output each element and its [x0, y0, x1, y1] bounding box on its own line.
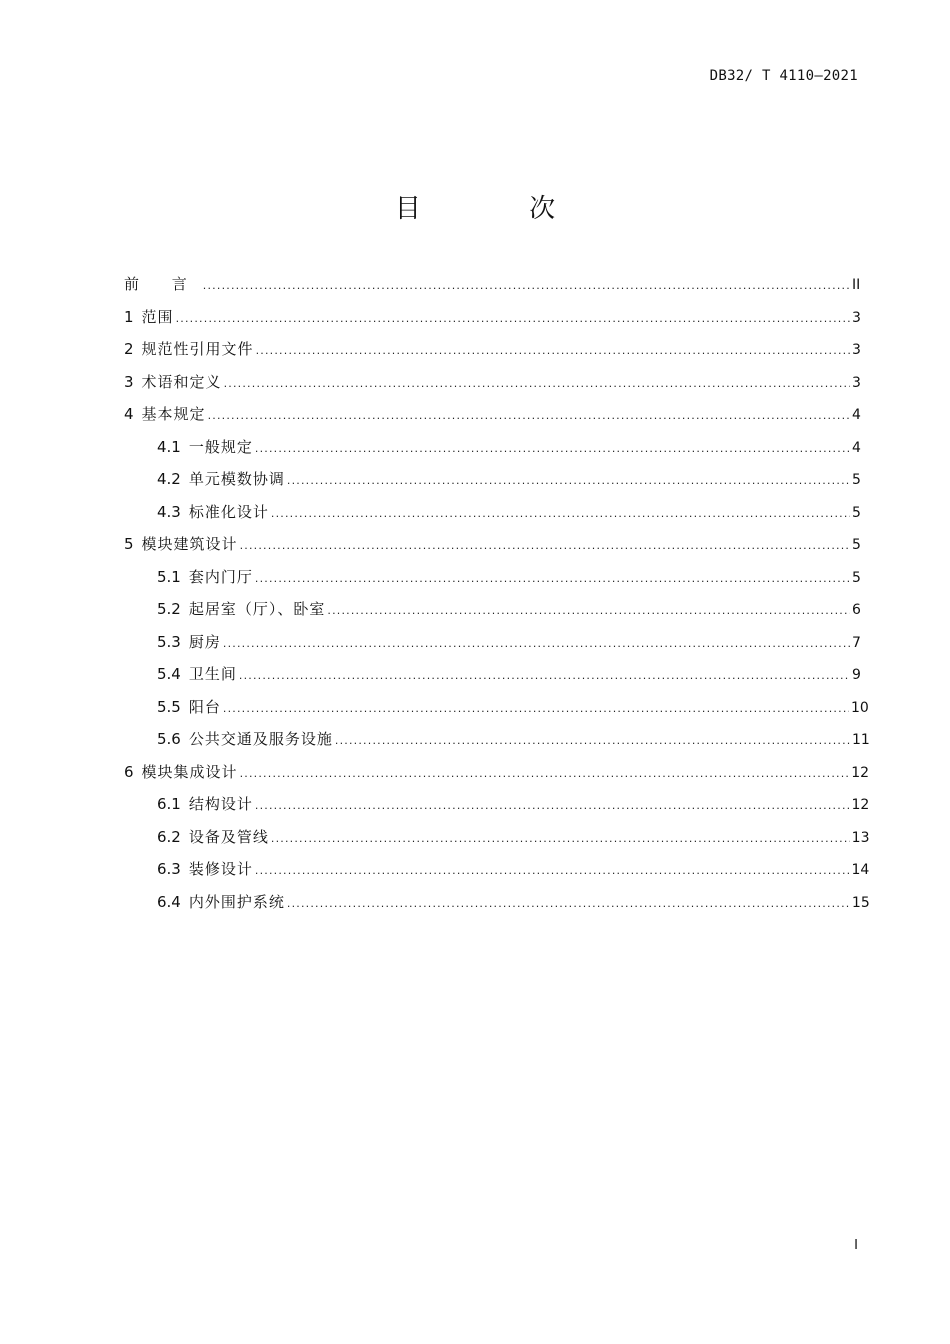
document-code: DB32/ T 4110—2021 [709, 68, 858, 84]
toc-entry[interactable] [124, 366, 860, 399]
toc-entry[interactable] [124, 528, 860, 561]
toc-entry-title: 前 言 [124, 275, 201, 293]
toc-title: 目 次 [394, 194, 606, 224]
toc-entry-number: 5.4 [157, 665, 181, 683]
toc-entry[interactable] [124, 431, 860, 464]
toc-entry-number: 6.4 [157, 892, 181, 911]
toc-entry-page: 15 [851, 894, 870, 911]
toc-entry[interactable] [124, 301, 860, 334]
toc-entry-number: 5 [124, 535, 134, 553]
toc-entry-number: 4 [124, 405, 134, 423]
toc-entry[interactable] [124, 658, 860, 691]
toc-list [124, 268, 870, 918]
toc-entry-page: 11 [852, 732, 870, 748]
dot-leader [203, 270, 850, 303]
dot-leader [255, 855, 850, 888]
toc-entry-title: 卫生间 [188, 665, 237, 683]
toc-entry-title: 公共交通及服务设施 [188, 730, 333, 748]
dot-leader [255, 563, 850, 596]
toc-entry-page: 10 [851, 699, 869, 716]
dot-leader [176, 303, 850, 336]
toc-entry-title: 一般规定 [188, 437, 253, 456]
toc-entry-title: 结构设计 [188, 795, 253, 813]
toc-entry-number: 6.3 [157, 860, 181, 878]
toc-entry-title: 起居室（厅）、卧室 [188, 600, 326, 618]
toc-entry-number: 4.3 [157, 502, 181, 521]
toc-entry[interactable] [124, 463, 860, 496]
toc-entry-number: 5.2 [157, 600, 181, 618]
toc-entry-page: II [852, 277, 861, 293]
toc-entry-number: 6.2 [157, 827, 181, 846]
toc-entry-title: 模块建筑设计 [141, 535, 238, 553]
toc-entry-number: 6.1 [157, 795, 181, 813]
dot-leader [287, 888, 850, 921]
toc-entry-page: 5 [852, 504, 861, 521]
toc-entry-page: 6 [852, 602, 861, 618]
toc-entry[interactable] [124, 788, 870, 821]
toc-entry-title: 规范性引用文件 [141, 340, 254, 358]
toc-entry[interactable] [124, 496, 860, 529]
toc-entry-page: 4 [852, 407, 861, 423]
toc-entry[interactable] [124, 626, 860, 659]
toc-entry[interactable] [124, 333, 860, 366]
toc-entry[interactable] [124, 886, 870, 919]
toc-entry-page: 5 [852, 537, 861, 553]
toc-entry[interactable] [124, 691, 869, 724]
dot-leader [271, 498, 850, 531]
toc-entry-page: 12 [851, 764, 870, 781]
toc-entry-title: 装修设计 [188, 860, 253, 878]
toc-entry-number: 5.6 [157, 730, 181, 748]
dot-leader [239, 660, 850, 693]
dot-leader [240, 530, 850, 563]
toc-entry-title: 范围 [141, 307, 174, 326]
toc-entry-page: 12 [851, 797, 870, 813]
toc-entry-title: 阳台 [188, 697, 221, 716]
toc-entry[interactable] [124, 561, 860, 594]
toc-entry-number: 1 [124, 307, 134, 326]
dot-leader [287, 465, 850, 498]
toc-entry-page: 9 [852, 667, 861, 683]
dot-leader [223, 628, 850, 661]
toc-entry-page: 3 [852, 309, 861, 326]
dot-leader [255, 433, 850, 466]
toc-entry[interactable] [124, 853, 870, 886]
toc-entry-page: 5 [852, 569, 861, 586]
toc-entry-title: 标准化设计 [188, 502, 269, 521]
dot-leader [224, 368, 850, 401]
dot-leader [223, 693, 849, 726]
toc-entry-title: 厨房 [188, 632, 221, 651]
toc-entry-page: 4 [852, 439, 861, 456]
toc-entry-page: 7 [852, 634, 861, 651]
toc-entry[interactable] [124, 398, 860, 431]
toc-entry-number: 5.3 [157, 632, 181, 651]
toc-entry[interactable] [124, 268, 860, 301]
toc-entry-page: 3 [852, 374, 861, 391]
toc-entry-title: 设备及管线 [188, 827, 269, 846]
dot-leader [256, 335, 850, 368]
dot-leader [271, 823, 850, 856]
toc-entry-number: 4.2 [157, 470, 181, 488]
toc-entry-page: 5 [852, 472, 861, 488]
toc-entry[interactable] [124, 723, 870, 756]
toc-entry[interactable] [124, 821, 870, 854]
toc-entry-title: 基本规定 [141, 405, 206, 423]
dot-leader [240, 758, 850, 791]
toc-entry[interactable] [124, 756, 870, 789]
toc-entry-page: 13 [851, 829, 870, 846]
toc-entry[interactable] [124, 593, 860, 626]
dot-leader [208, 400, 850, 433]
toc-entry-title: 单元模数协调 [188, 470, 285, 488]
toc-entry-number: 6 [124, 762, 134, 781]
toc-entry-number: 3 [124, 372, 134, 391]
dot-leader [335, 725, 850, 758]
toc-entry-title: 模块集成设计 [141, 762, 238, 781]
toc-entry-page: 3 [852, 342, 861, 358]
toc-entry-page: 14 [851, 862, 870, 878]
toc-entry-title: 内外围护系统 [188, 892, 285, 911]
toc-entry-title: 套内门厅 [188, 567, 253, 586]
toc-entry-number: 2 [124, 340, 134, 358]
toc-entry-number: 5.1 [157, 567, 181, 586]
toc-entry-number: 5.5 [157, 697, 181, 716]
page-number: I [854, 1238, 858, 1253]
toc-entry-title: 术语和定义 [141, 372, 222, 391]
dot-leader [255, 790, 850, 823]
dot-leader [327, 595, 850, 628]
toc-entry-number: 4.1 [157, 437, 181, 456]
